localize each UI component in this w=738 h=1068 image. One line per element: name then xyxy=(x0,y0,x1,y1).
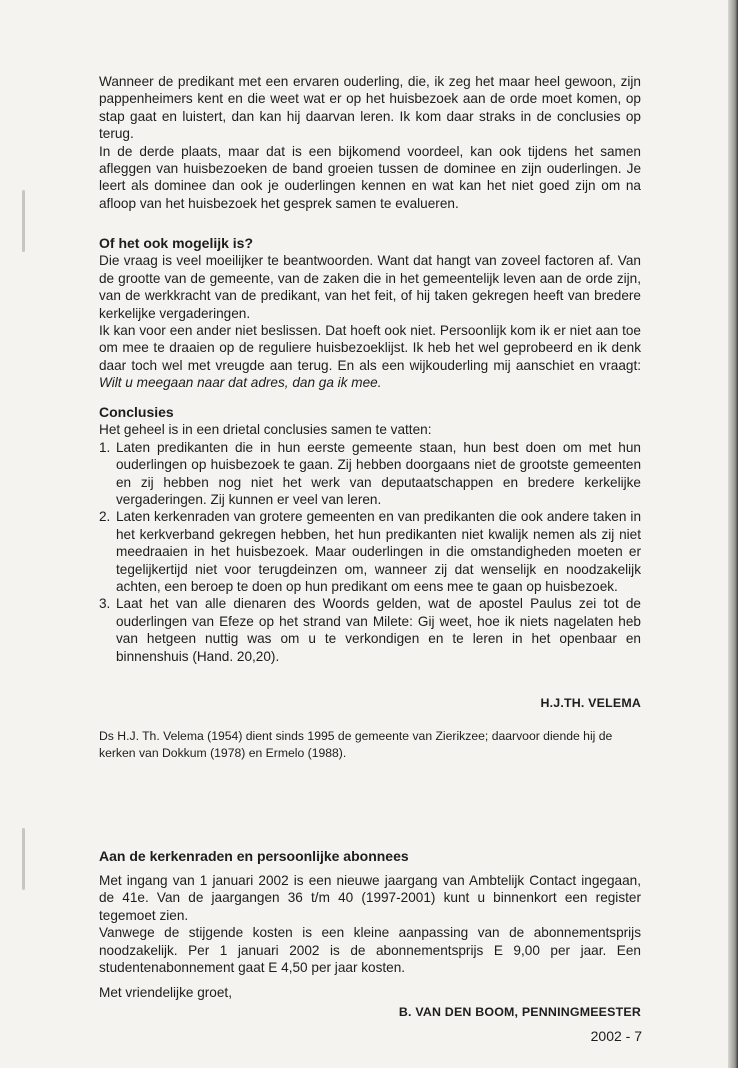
author-signature: H.J.TH. VELEMA xyxy=(540,696,641,710)
closing-greeting: Met vriendelijke groet, xyxy=(99,985,232,1000)
page-edge-shadow xyxy=(728,0,738,1068)
paragraph: Met ingang van 1 januari 2002 is een nieuwe jaargang van Ambtelijk Contact ingegaan, de 41e. Van de jaargangen 36 t/m 40 (1997-2001) kunt u binnenkort een register tegemoet zien. xyxy=(99,873,641,923)
list-item-text: Laten kerkenraden van grotere gemeenten en van predikanten die ook andere taken in het kerkverband gekregen hebben, het hun predikanten niet kwalijk nemen als zij niet meedraaien in het huisbezoek. Maar ouderlingen in die omstandigheden moeten er tegelijkertijd niet voor terugdeinzen om, wanneer zij dat wenselijk en noodzakelijk achten, een beroep te doen op hun predikant om eens mee te gaan op huisbezoek. xyxy=(116,509,641,595)
paragraph xyxy=(99,322,641,392)
paragraph: Vanwege de stijgende kosten is een kleine aanpassing van de abonnementsprijs noodzakelijk. Per 1 januari 2002 is de abonnementsprijs E 9,00 per jaar. Een studentenabonnement gaat E 4,50 per jaar kosten. xyxy=(99,925,641,976)
notice-body xyxy=(99,872,641,976)
section-intro xyxy=(99,73,641,212)
list-item xyxy=(99,439,641,509)
list-item xyxy=(99,595,641,665)
list-item-text: Laat het van alle dienaren des Woords gelden, wat de apostel Paulus zei tot de ouderlingen van Efeze op het strand van Milete: Gij weet, hoe ik niets nagelaten heb van hetgeen nuttig was om u te verkondigen en te leren in het openbaar en binnenshuis (Hand. 20,20). xyxy=(116,596,641,664)
italic-quote: Wilt u meegaan naar dat adres, dan ga ik mee. xyxy=(99,375,382,391)
treasurer-signature: B. VAN DEN BOOM, PENNINGMEESTER xyxy=(398,1005,641,1019)
section-feasibility xyxy=(99,235,641,392)
paragraph: Wanneer de predikant met een ervaren ouderling, die, ik zeg het maar heel gewoon, zijn pappenheimers kent en die weet wat er op het huisbezoek aan de orde moet komen, op stap gaat en luistert, dan kan hij daarvan leren. Ik kom daar straks in de conclusies op terug. xyxy=(99,74,641,142)
list-item xyxy=(99,508,641,595)
paragraph: In de derde plaats, maar dat is een bijkomend voordeel, kan ook tijdens het samen afleggen van huisbezoeken de band groeien tussen de dominee en zijn ouderlingen. Je leert als dominee dan ook je ouderlingen kennen en wat kan het niet goed zijn om na afloop van het huisbezoek het gesprek samen te evalueren. xyxy=(99,143,641,211)
list-number: 2. xyxy=(99,509,111,525)
section-heading: Of het ook mogelijk is? xyxy=(99,235,254,251)
section-notice xyxy=(99,848,641,865)
binding-mark-top xyxy=(22,190,25,252)
author-bio: Ds H.J. Th. Velema (1954) dient sinds 1995 de gemeente van Zierikzee; daarvoor diende hij de kerken van Dokkum (1978) en Ermelo (1988). xyxy=(99,729,613,760)
section-heading: Conclusies xyxy=(99,404,174,420)
section-heading: Aan de kerkenraden en persoonlijke abonnees xyxy=(99,848,409,864)
section-conclusions xyxy=(99,404,641,665)
list-number: 1. xyxy=(99,439,111,455)
paragraph-text: Ik kan voor een ander niet beslissen. Dat hoeft ook niet. Persoonlijk kom ik er niet aan toe om mee te draaien op de reguliere huisbezoeklijst. Ik heb het wel geprobeerd en ik denk daar toch wel met vreugde aan terug. En als een wijkouderling mij aanschiet en vraagt: xyxy=(99,323,641,373)
conclusion-list xyxy=(99,439,641,665)
paragraph: Die vraag is veel moeilijker te beantwoorden. Want dat hangt van zoveel factoren af. Van de grootte van de gemeente, van de zaken die in het gemeentelijk leven aan de orde zijn, van de werkkracht van de predikant, van het feit, of hij taken gekregen heeft van bredere kerkelijke vergaderingen. xyxy=(99,253,641,321)
list-number: 3. xyxy=(99,596,111,612)
page-number: 2002 - 7 xyxy=(590,1028,642,1044)
paragraph: Het geheel is in een drietal conclusies samen te vatten: xyxy=(99,422,432,438)
binding-mark-bottom xyxy=(22,828,25,890)
list-item-text: Laten predikanten die in hun eerste gemeente staan, hun best doen om met hun ouderlingen op huisbezoek te gaan. Zij hebben doorgaans niet de grootste gemeenten en zij hebben nog niet het werk van deputaatschappen en bredere kerkelijke vergaderingen. Zij kunnen er veel van leren. xyxy=(116,439,641,508)
